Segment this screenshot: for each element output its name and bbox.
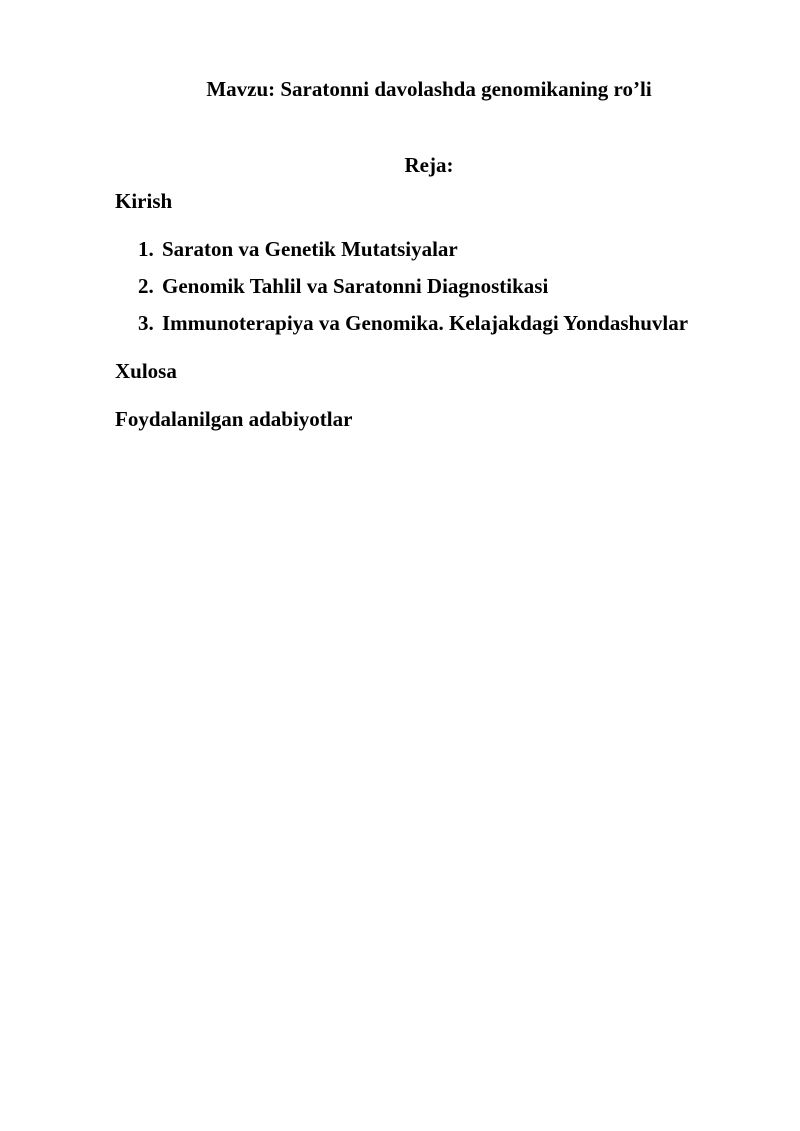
list-item [138, 272, 688, 309]
list-item [138, 309, 688, 346]
conclusion-heading: Xulosa [115, 359, 177, 383]
intro-heading: Kirish [115, 189, 173, 213]
plan-list [138, 235, 688, 346]
plan-heading: Reja: [404, 153, 454, 177]
list-item-text: Saraton va Genetik Mutatsiyalar [162, 237, 458, 261]
list-item-number: 2. [138, 274, 154, 298]
list-item-number: 1. [138, 237, 154, 261]
page-title: Mavzu: Saratonni davolashda genomikaning ro’li [206, 77, 652, 101]
list-item [138, 235, 688, 272]
list-item-text: Genomik Tahlil va Saratonni Diagnostikasi [162, 274, 549, 298]
list-item-text: Immunoterapiya va Genomika. Kelajakdagi Yondashuvlar [162, 311, 689, 335]
references-heading: Foydalanilgan adabiyotlar [115, 407, 353, 431]
list-item-number: 3. [138, 311, 154, 335]
